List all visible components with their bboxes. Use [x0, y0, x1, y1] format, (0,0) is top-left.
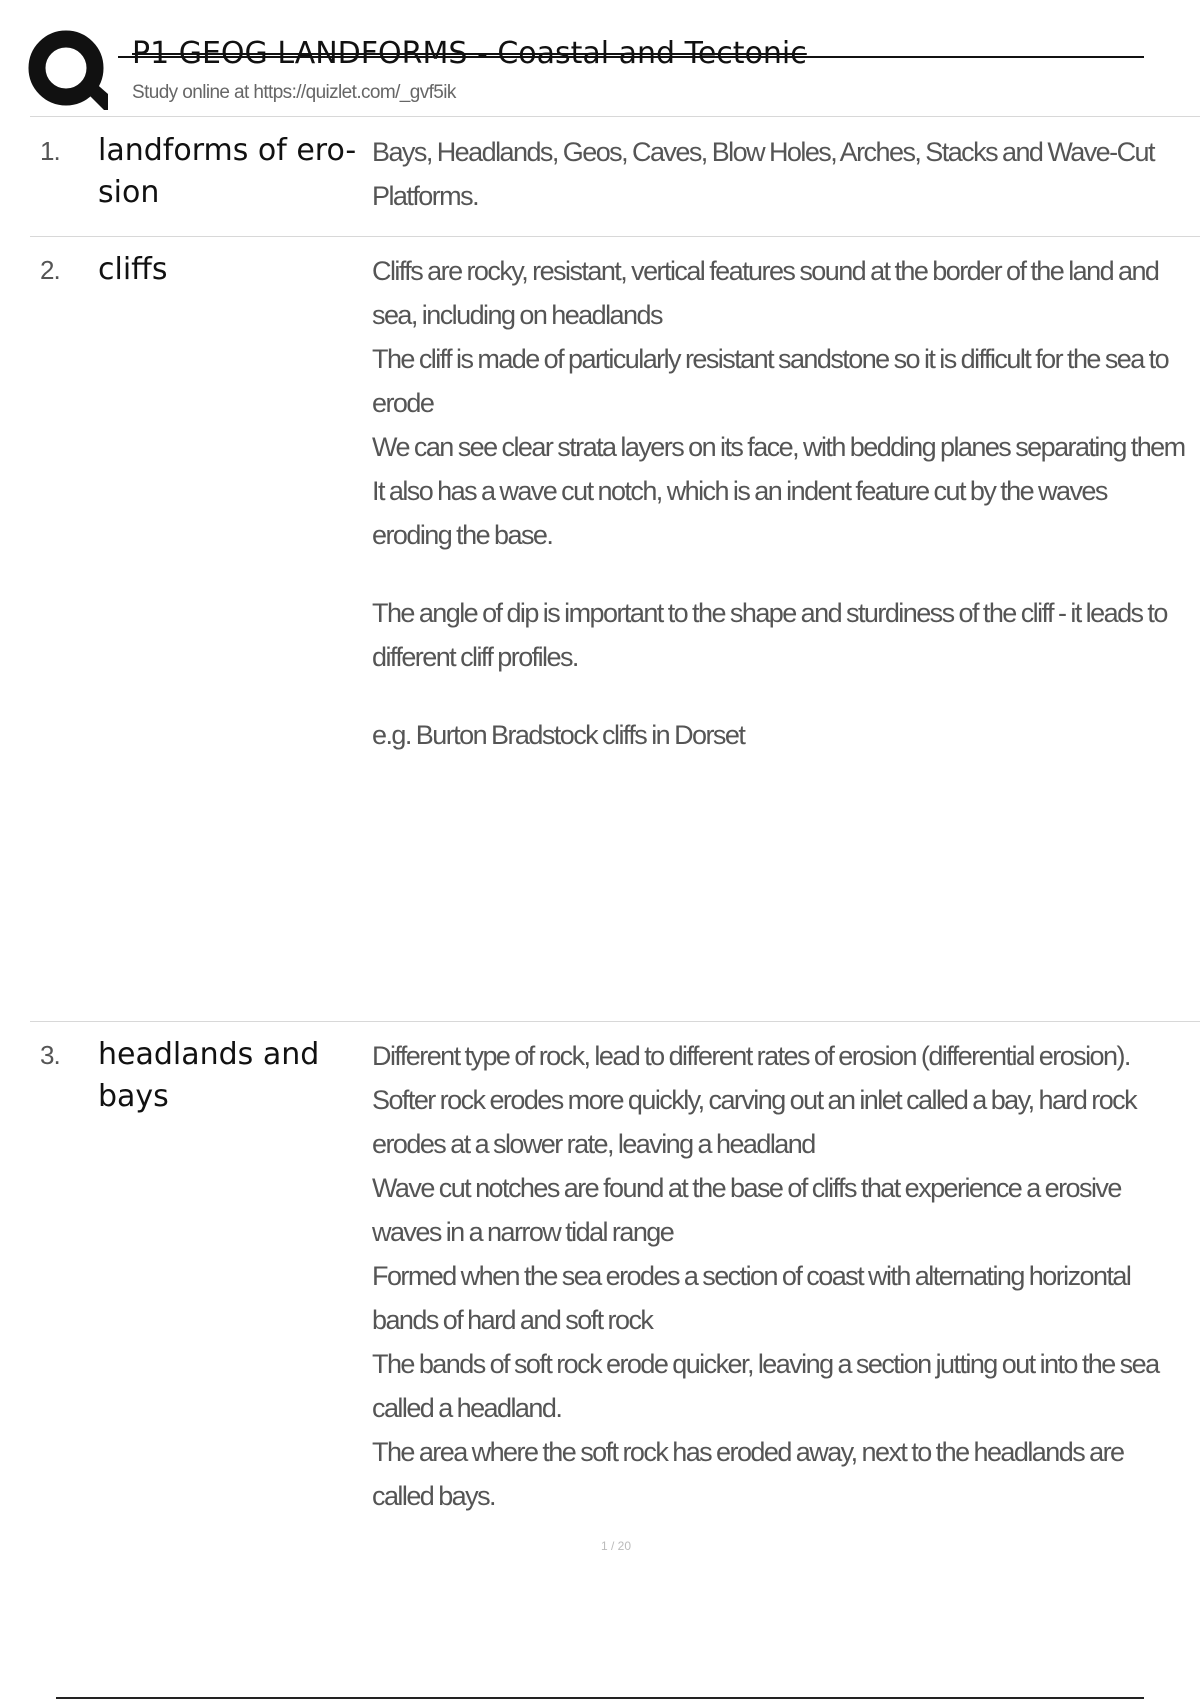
quizlet-q-logo-icon	[28, 30, 110, 112]
divider	[30, 1021, 1200, 1022]
bottom-rule	[56, 1697, 1144, 1699]
card-number: 1.	[40, 136, 60, 166]
divider	[30, 236, 1200, 237]
definition-line: It also has a wave cut notch, which is an indent feature cut by the waves eroding the base.	[372, 476, 1107, 550]
definition-line: The area where the soft rock has eroded away, next to the headlands are called bays.	[372, 1437, 1124, 1511]
definition-line: Wave cut notches are found at the base of cliffs that experience a erosive waves in a narrow tidal range	[372, 1173, 1121, 1247]
definition-line: The cliff is made of particularly resistant sandstone so it is difficult for the sea to erode	[372, 344, 1169, 418]
definition-line: The angle of dip is important to the shape and sturdiness of the cliff - it leads to different cliff profiles.	[372, 598, 1167, 672]
definition-line: e.g. Burton Bradstock cliffs in Dorset	[372, 720, 745, 750]
card-term: cliffs	[98, 252, 168, 287]
card-term	[98, 130, 370, 214]
card-definition	[372, 1034, 1188, 1518]
definition-line: The bands of soft rock erode quicker, leaving a section jutting out into the sea called a headland.	[372, 1349, 1159, 1423]
card-definition	[372, 249, 1188, 757]
divider	[30, 116, 1200, 117]
card-number: 2.	[40, 255, 60, 285]
term-text: landforms of ero-sion	[98, 133, 357, 210]
page-title: P1 GEOG LANDFORMS - Coastal and Tectonic	[132, 36, 807, 71]
study-online-link[interactable]: Study online at https://quizlet.com/_gvf5ik	[132, 82, 456, 103]
card-definition	[372, 130, 1188, 218]
definition-line: Different type of rock, lead to different rates of erosion (differential erosion). Softer rock erodes more quickly, carving out an inlet called a bay, hard rock erodes at a slower rate, leaving a headland	[372, 1041, 1137, 1159]
definition-line: Bays, Headlands, Geos, Caves, Blow Holes, Arches, Stacks and Wave-Cut Platforms.	[372, 137, 1154, 211]
definition-line: Cliffs are rocky, resistant, vertical features sound at the border of the land and sea, including on headlands	[372, 256, 1159, 330]
definition-line: Formed when the sea erodes a section of coast with alternating horizontal bands of hard and soft rock	[372, 1261, 1131, 1335]
card-term: headlands and bays	[98, 1037, 320, 1114]
card-number: 3.	[40, 1040, 60, 1070]
page-number: 1 / 20	[600, 1539, 632, 1553]
definition-line: We can see clear strata layers on its face, with bedding planes separating them	[372, 432, 1185, 462]
